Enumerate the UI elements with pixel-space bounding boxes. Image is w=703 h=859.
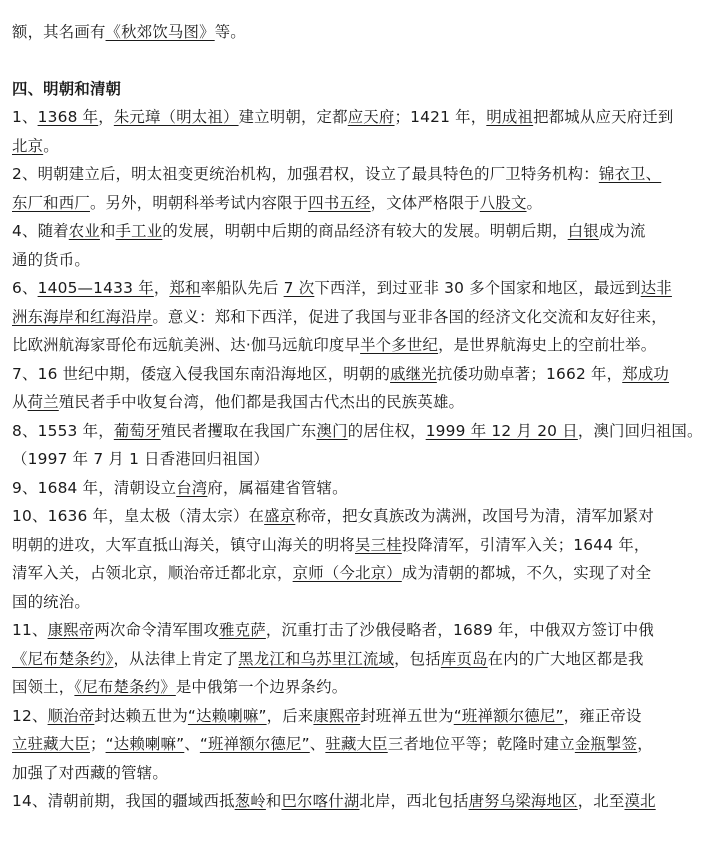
text-line bbox=[12, 189, 628, 218]
text-segment: ，后来 bbox=[266, 706, 314, 725]
text-segment: ，沉重打击了沙俄侵略者，1689 年，中俄双方签订中俄 bbox=[265, 621, 654, 639]
text-segment: 和 bbox=[99, 222, 116, 240]
text-line bbox=[12, 616, 654, 645]
underlined-term: 立驻藏大臣 bbox=[12, 735, 90, 753]
underlined-term: “班禅额尔德尼” bbox=[199, 735, 310, 753]
text-line bbox=[12, 388, 628, 417]
text-line bbox=[12, 360, 670, 389]
text-segment: ，澳门回归祖国。 bbox=[577, 421, 703, 440]
text-segment: ；1421 年， bbox=[394, 108, 487, 126]
text-line bbox=[12, 502, 654, 531]
text-segment: 。另外，明朝科举考试内容限于 bbox=[89, 193, 309, 212]
text-segment: 明朝的进攻，大军直抵山海关，镇守山海关的明将 bbox=[12, 535, 355, 554]
underlined-term: 雅克萨 bbox=[219, 621, 266, 639]
underlined-term: 澳门 bbox=[316, 421, 348, 440]
text-segment: 是中俄第一个边界条约。 bbox=[175, 678, 348, 696]
underlined-term: 半个多世纪 bbox=[360, 336, 439, 354]
text-segment: 府，属福建省管辖。 bbox=[207, 478, 348, 497]
text-line bbox=[12, 132, 628, 161]
underlined-term: 郑成功 bbox=[622, 364, 670, 383]
underlined-term: 《尼布楚条约》 bbox=[74, 678, 176, 696]
text-segment: 封达赖五世为 bbox=[94, 706, 188, 725]
underlined-term: 漠北 bbox=[624, 792, 656, 810]
text-segment: ； bbox=[89, 735, 106, 753]
text-line bbox=[12, 645, 644, 674]
text-segment: 9、1684 年，清朝设立 bbox=[12, 478, 177, 497]
underlined-term: 朱元璋（明太祖） bbox=[113, 108, 239, 126]
text-segment: 国的统治。 bbox=[12, 592, 90, 611]
underlined-term: 黑龙江和乌苏里江流域 bbox=[238, 649, 395, 668]
document-body bbox=[12, 18, 703, 816]
text-line bbox=[12, 217, 646, 246]
text-segment: 等。 bbox=[214, 23, 246, 41]
text-segment: 率船队先后 bbox=[200, 279, 284, 297]
text-segment: 成为清朝的都城，不久，实现了对全 bbox=[401, 564, 652, 582]
text-line bbox=[12, 759, 628, 788]
text-segment: 的居住权， bbox=[347, 421, 426, 440]
text-segment: 14、清朝前期，我国的疆域西抵 bbox=[12, 792, 235, 810]
text-segment: 。意义：郑和下西洋，促进了我国与亚非各国的经济文化交流和友好往来， bbox=[152, 307, 667, 326]
underlined-term: 郑和 bbox=[169, 279, 201, 297]
underlined-term: 康熙帝 bbox=[47, 621, 95, 639]
underlined-term: “达赖喇嘛” bbox=[105, 735, 185, 753]
underlined-term: 盛京 bbox=[264, 507, 296, 525]
text-segment: 加强了对西藏的管辖。 bbox=[12, 763, 168, 782]
text-segment: ， bbox=[98, 108, 114, 126]
text-segment: 比欧洲航海家哥伦布远航美洲、达·伽马远航印度早 bbox=[12, 336, 361, 354]
text-segment: 把都城从应天府迁到 bbox=[533, 108, 674, 126]
text-segment: 额，其名画有 bbox=[12, 23, 106, 41]
text-segment: 10、1636 年，皇太极（清太宗）在 bbox=[12, 507, 265, 525]
text-line bbox=[12, 303, 667, 332]
underlined-term: 1368 年 bbox=[37, 108, 99, 126]
text-segment: 殖民者攫取在我国广东 bbox=[160, 421, 317, 440]
underlined-term: 康熙帝 bbox=[313, 706, 361, 725]
text-segment: ，包括 bbox=[394, 649, 441, 668]
text-segment: 6、 bbox=[12, 279, 38, 297]
text-segment: 两次命令清军围攻 bbox=[94, 621, 220, 639]
text-line bbox=[12, 702, 642, 731]
underlined-term: 手工业 bbox=[115, 222, 163, 240]
text-segment: 4、随着 bbox=[12, 222, 69, 240]
underlined-term: 1405—1433 年 bbox=[37, 279, 154, 297]
underlined-term: 八股文 bbox=[479, 193, 527, 212]
text-segment: （1997 年 7 月 1 日香港回归祖国） bbox=[12, 450, 269, 468]
underlined-term: 戚继光 bbox=[390, 364, 437, 383]
text-line bbox=[12, 160, 662, 189]
underlined-term: 巴尔喀什湖 bbox=[281, 792, 360, 810]
underlined-term: 洲东海岸和红海沿岸 bbox=[12, 307, 153, 326]
underlined-term: 荷兰 bbox=[27, 393, 59, 411]
text-line bbox=[12, 246, 628, 275]
text-line bbox=[12, 730, 653, 759]
text-segment: 。 bbox=[526, 193, 543, 212]
text-segment: 三者地位平等；乾隆时建立 bbox=[387, 735, 575, 753]
underlined-term: 《秋郊饮马图》 bbox=[105, 23, 215, 41]
text-segment: 国领土， bbox=[12, 678, 75, 696]
underlined-term: 四书五经 bbox=[308, 193, 371, 212]
underlined-term: 吴三桂 bbox=[355, 535, 402, 554]
text-line bbox=[12, 787, 656, 816]
text-line bbox=[12, 103, 674, 132]
text-segment: 建立明朝，定都 bbox=[238, 108, 348, 126]
text-segment: ， bbox=[153, 279, 170, 297]
underlined-term: 唐努乌梁海地区 bbox=[468, 792, 578, 810]
text-segment: ，文体严格限于 bbox=[370, 193, 480, 212]
text-line bbox=[12, 559, 652, 588]
text-segment: 和 bbox=[265, 792, 282, 810]
text-line bbox=[12, 588, 628, 617]
underlined-term: 应天府 bbox=[347, 108, 395, 126]
text-line bbox=[12, 673, 628, 702]
text-segment: 北岸，西北包括 bbox=[359, 792, 469, 810]
underlined-term: 金瓶掣签 bbox=[574, 735, 638, 753]
underlined-term: 京师（今北京） bbox=[292, 564, 402, 582]
text-segment: 四、明朝和清朝 bbox=[12, 79, 122, 98]
text-segment: 殖民者手中收复台湾，他们都是我国古代杰出的民族英雄。 bbox=[58, 393, 465, 411]
text-segment: ， bbox=[637, 735, 653, 753]
text-segment: ，雍正帝设 bbox=[563, 706, 642, 725]
text-segment: 封班禅五世为 bbox=[360, 706, 454, 725]
underlined-term: 达非 bbox=[640, 279, 672, 297]
text-segment: 通的货币。 bbox=[12, 250, 90, 269]
text-segment: 下西洋，到过亚非 30 多个国家和地区，最远到 bbox=[314, 279, 641, 297]
text-segment: 从 bbox=[12, 393, 28, 411]
underlined-term: 明成祖 bbox=[486, 108, 534, 126]
text-segment: 清军入关，占领北京，顺治帝迁都北京， bbox=[12, 564, 293, 582]
text-line bbox=[12, 274, 672, 303]
text-segment: 、 bbox=[309, 735, 326, 753]
underlined-term: 驻藏大臣 bbox=[325, 735, 388, 753]
text-segment: 12、 bbox=[12, 706, 48, 725]
text-line bbox=[12, 331, 657, 360]
text-segment: ，北至 bbox=[577, 792, 625, 810]
text-segment: 1、 bbox=[12, 108, 38, 126]
text-line bbox=[12, 18, 628, 47]
text-line bbox=[12, 417, 703, 446]
underlined-term: 顺治帝 bbox=[47, 706, 95, 725]
underlined-term: “班禅额尔德尼” bbox=[453, 706, 564, 725]
underlined-term: 7 次 bbox=[283, 279, 315, 297]
underlined-term: 《尼布楚条约》 bbox=[12, 649, 114, 668]
text-segment: 7、16 世纪中期，倭寇入侵我国东南沿海地区，明朝的 bbox=[12, 364, 391, 383]
underlined-term: 北京 bbox=[12, 136, 44, 155]
text-segment: 。 bbox=[43, 136, 59, 155]
underlined-term: 农业 bbox=[68, 222, 100, 240]
underlined-term: 锦衣卫、 bbox=[598, 165, 662, 183]
section-heading bbox=[12, 75, 628, 104]
text-segment: 的发展，明朝中后期的商品经济有较大的发展。明朝后期， bbox=[162, 222, 568, 240]
text-segment: 11、 bbox=[12, 621, 48, 639]
text-segment: ，是世界航海史上的空前壮举。 bbox=[438, 336, 657, 354]
text-segment: 投降清军，引清军入关；1644 年， bbox=[401, 535, 650, 554]
text-segment: 、 bbox=[184, 735, 200, 753]
underlined-term: 台湾 bbox=[176, 478, 208, 497]
underlined-term: 库页岛 bbox=[440, 649, 488, 668]
text-line bbox=[12, 531, 650, 560]
underlined-term: “达赖喇嘛” bbox=[187, 706, 267, 725]
text-segment: 8、1553 年， bbox=[12, 421, 114, 440]
text-segment: 2、明朝建立后，明太祖变更统治机构，加强君权，设立了最具特色的厂卫特务机构： bbox=[12, 165, 599, 183]
text-segment: ，从法律上肯定了 bbox=[113, 649, 239, 668]
text-segment: 抗倭功勋卓著；1662 年， bbox=[436, 364, 623, 383]
text-line bbox=[12, 445, 628, 474]
underlined-term: 葡萄牙 bbox=[113, 421, 161, 440]
text-segment: 在内的广大地区都是我 bbox=[487, 649, 644, 668]
underlined-term: 1999 年 12 月 20 日 bbox=[425, 421, 578, 440]
text-segment: 成为流 bbox=[598, 222, 646, 240]
underlined-term: 白银 bbox=[567, 222, 599, 240]
underlined-term: 葱岭 bbox=[234, 792, 266, 810]
text-segment: 称帝，把女真族改为满洲，改国号为清，清军加紧对 bbox=[295, 507, 654, 525]
underlined-term: 东厂和西厂 bbox=[12, 193, 90, 212]
text-line bbox=[12, 474, 628, 503]
